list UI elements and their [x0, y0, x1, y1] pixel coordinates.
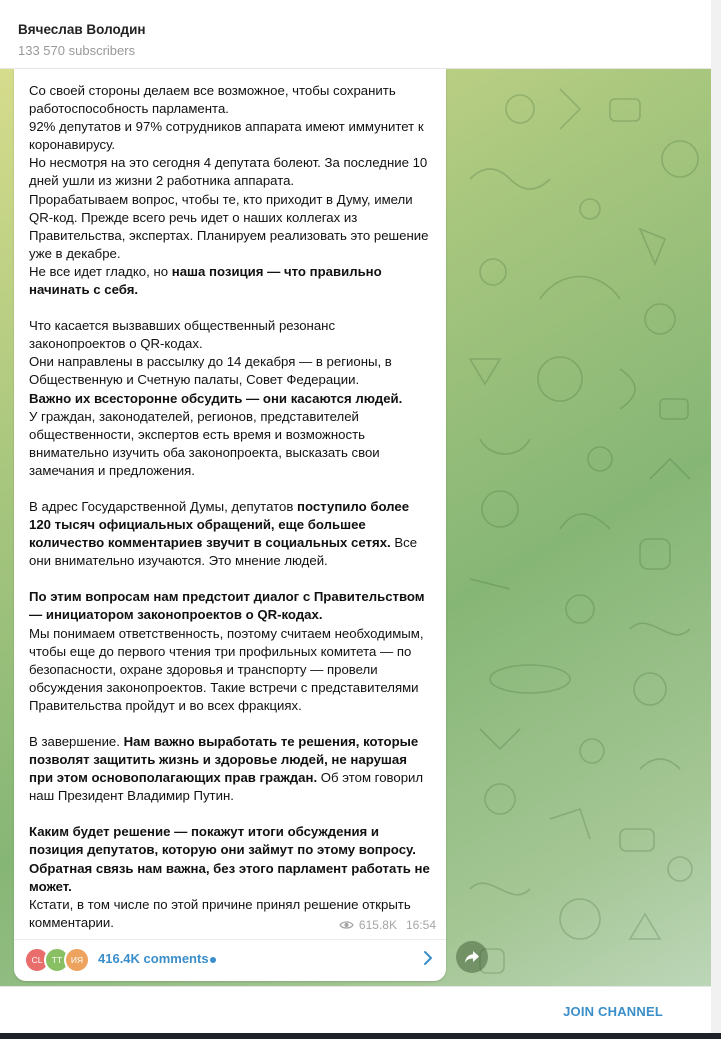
text-run: Но несмотря на это сегодня 4 депутата болеют. За последние 10 дней ушли из жизни 2 работника аппарата. — [29, 155, 428, 189]
message-meta — [339, 918, 436, 932]
bold-text-run: Нам важно выработать те решения, которые позволят защитить жизнь и здоровье людей, не нарушая при этом основополагающих прав граждан. — [29, 734, 419, 786]
message-paragraph — [29, 82, 433, 299]
message-paragraph — [29, 317, 433, 480]
text-run: Со своей стороны делаем все возможное, чтобы сохранить работоспособность парламента. — [29, 83, 396, 117]
bold-text-run: поступило более 120 тысяч официальных обращений, еще большее количество комментариев звучит в социальных сетях. — [29, 498, 410, 551]
text-run: Они направлены в рассылку до 14 декабря — в регионы, в Общественную и Счетную палаты, Совет Федерации. — [29, 354, 392, 388]
bold-text-run: Важно их всесторонне обсудить — они касаются людей. — [29, 390, 403, 406]
paragraph-gap — [29, 480, 433, 498]
channel-header[interactable] — [0, 0, 711, 69]
avatar: CL — [24, 947, 50, 973]
message-bubble[interactable] — [14, 69, 446, 981]
paragraph-gap — [29, 570, 433, 588]
text-run: Мы понимаем ответственность, поэтому считаем необходимым, чтобы еще до первого чтения три профильных комитета — по безопасности, охране здоровья и транспорту — провели обсуждения законопроектов. Такие встречи с представителями Правительства пройдут и во всех фракциях. — [29, 625, 424, 713]
text-run: Об этом говорил наш Президент Владимир Путин. — [29, 770, 424, 804]
paragraph-gap — [29, 299, 433, 317]
bold-text-run: Каким будет решение — покажут итоги обсуждения и позиция депутатов, которую они займут по этому вопросу. Обратная связь нам важна, без этого парламент работать не может. — [29, 824, 430, 894]
chat-area[interactable] — [0, 69, 711, 986]
share-icon — [464, 950, 480, 964]
text-run: Все они внимательно изучаются. Это мнение людей. — [29, 535, 418, 569]
message-paragraph — [29, 588, 433, 715]
text-run: В завершение. — [29, 734, 124, 749]
paragraph-gap — [29, 805, 433, 823]
text-run: Кстати, в том числе по этой причине принял решение открыть комментарии. — [29, 896, 411, 930]
paragraph-gap — [29, 715, 433, 733]
footer-bar — [0, 986, 711, 1034]
text-run: В адрес Государственной Думы, депутатов — [29, 498, 298, 514]
text-run: У граждан, законодателей, регионов, представителей общественности, экспертов есть время и возможность внимательно изучить оба законопроекта, высказать свои замечания и предложения. — [29, 408, 380, 478]
subscriber-count: 133 570 subscribers — [18, 43, 136, 58]
text-run: Прорабатываем вопрос, чтобы те, кто приходит в Думу, имели QR-код. Прежде всего речь идет о наших коллегах из Правительства, экспертах. Планируем реализовать это решение уже в декабре. — [29, 191, 429, 261]
comments-count-label[interactable]: 416.4K comments — [98, 951, 209, 966]
avatar: TT — [44, 947, 70, 973]
join-channel-button[interactable]: JOIN CHANNEL — [563, 1004, 663, 1019]
view-count: 615.8K — [358, 918, 397, 932]
message-paragraph — [29, 823, 433, 932]
share-button[interactable] — [456, 941, 488, 973]
avatar: ИЯ — [64, 947, 90, 973]
window-bottom-edge — [0, 1033, 721, 1039]
unread-dot — [210, 957, 216, 963]
scrollbar[interactable] — [711, 0, 721, 1033]
channel-title[interactable]: Вячеслав Володин — [18, 22, 146, 37]
bold-text-run: наша позиция — что правильно начинать с себя. — [29, 263, 382, 298]
message-time: 16:54 — [405, 918, 436, 932]
text-run: Что касается вызвавших общественный резонанс законопроектов о QR-кодах. — [29, 318, 336, 352]
eye-icon — [339, 920, 354, 930]
comments-button[interactable] — [14, 940, 446, 981]
bold-text-run: По этим вопросам нам предстоит диалог с Правительством — инициатором законопроектов о QR-кодах. — [29, 589, 425, 623]
message-text — [29, 82, 433, 932]
text-run: Не все идет гладко, но — [29, 263, 172, 279]
text-run: 92% депутатов и 97% сотрудников аппарата имеют иммунитет к коронавирусу. — [29, 119, 424, 153]
chevron-right-icon[interactable] — [422, 949, 434, 967]
message-paragraph — [29, 498, 433, 570]
message-paragraph — [29, 733, 433, 805]
